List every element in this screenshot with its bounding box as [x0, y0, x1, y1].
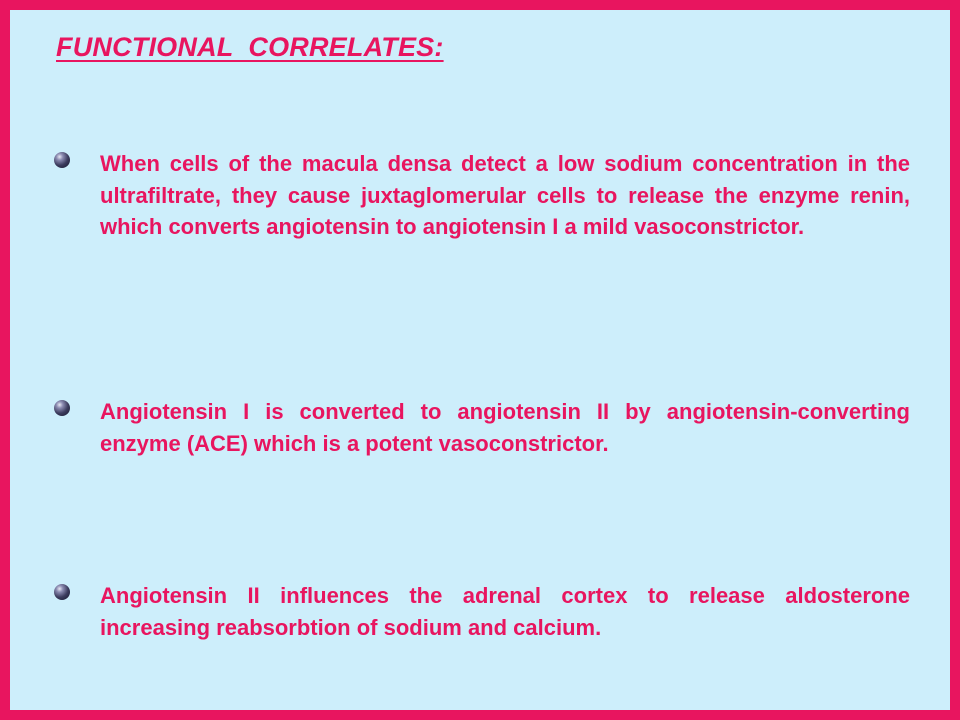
bullet-item	[48, 148, 910, 243]
slide-title: FUNCTIONAL CORRELATES:	[56, 32, 444, 62]
sphere-bullet-icon	[54, 400, 70, 416]
bullet-text: Angiotensin II influences the adrenal cortex to release aldosterone increasing reabsorbtion of sodium and calcium.	[100, 583, 910, 640]
bullet-item	[48, 396, 910, 459]
sphere-bullet-icon	[54, 584, 70, 600]
sphere-bullet-icon	[54, 152, 70, 168]
bullet-item	[48, 580, 910, 643]
bullet-text: When cells of the macula densa detect a low sodium concentration in the ultrafiltrate, they cause juxtaglomerular cells to release the enzyme renin, which converts angiotensin to angiotensin I a mild vasoconstrictor.	[100, 151, 910, 239]
bullet-text: Angiotensin I is converted to angiotensin II by angiotensin-converting enzyme (ACE) which is a potent vasoconstrictor.	[100, 399, 910, 456]
